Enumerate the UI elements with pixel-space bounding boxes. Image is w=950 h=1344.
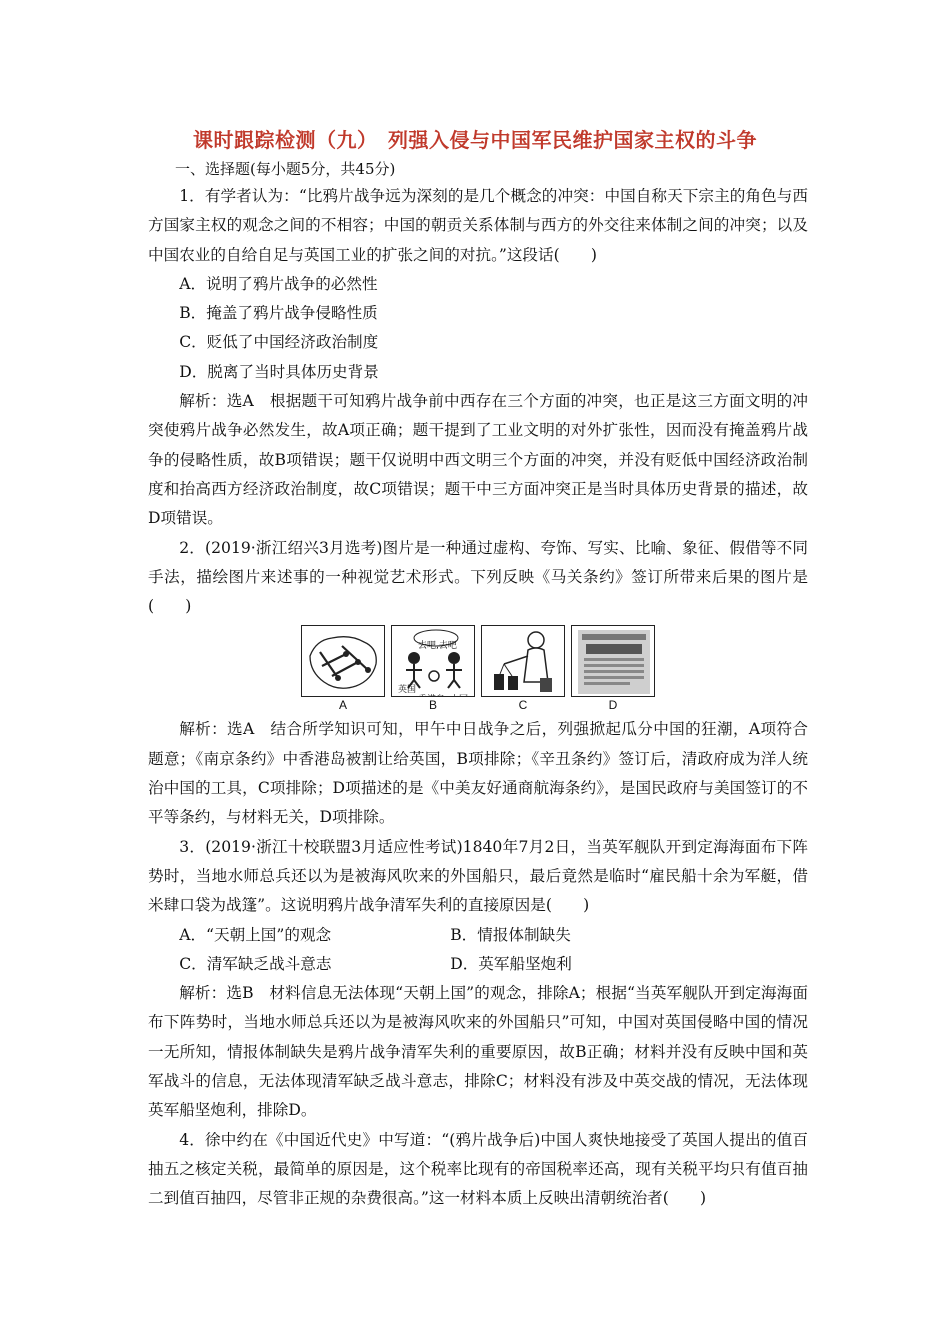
- q3-option-c: C．清军缺乏战斗意志: [179, 954, 332, 973]
- q3-option-a: A．“天朝上国”的观念: [179, 925, 332, 944]
- q1-option-c: C．贬低了中国经济政治制度: [179, 333, 379, 352]
- q2-figures: [148, 625, 808, 715]
- q3-options-row-2: [148, 950, 808, 979]
- figure-c: [481, 625, 565, 715]
- figure-a-label: A: [338, 698, 347, 713]
- q3-analysis: 解析：选B 材料信息无法体现“天朝上国”的观念，排除A；根据“当英军舰队开到定海海面布下阵势时，当地水师总兵还以为是被海风吹来的外国船只”可知，中国对英国侵略中国的情况一无所知，情报体制缺失是鸦片战争清军失利的重要原因，故B正确；材料并没有反映中国和英军战斗的信息，无法体现清军缺乏战斗意志，排除C；材料没有涉及中英交战的情况，无法体现英军船坚炮利，排除D。: [148, 984, 808, 1120]
- figure-c-label: C: [518, 698, 528, 713]
- q1-stem: 1．有学者认为：“比鸦片战争远为深刻的是几个概念的冲突：中国自称天下宗主的角色与西方国家主权的观念之间的不相容；中国的朝贡关系体制与西方的外交往来体制之间的冲突；以及中国农业的自给自足与英国工业的扩张之间的对抗。”这段话( ): [148, 187, 808, 264]
- map-cartoon-image: [301, 625, 385, 697]
- page-title: 课时跟踪检测（九） 列强入侵与中国军民维护国家主权的斗争: [193, 128, 757, 152]
- figure-d-label: D: [608, 698, 618, 713]
- q1-option-d: D．脱离了当时具体历史背景: [179, 362, 379, 381]
- puppet-cartoon-image: [481, 625, 565, 697]
- q2-stem: 2．(2019·浙江绍兴3月选考)图片是一种通过虚构、夸饰、写实、比喻、象征、假借等不同手法，描绘图片来述事的一种视觉艺术形式。下列反映《马关条约》签订所带来后果的图片是( ): [148, 538, 808, 616]
- figure-b-label: B: [428, 698, 437, 713]
- q3-options-row-1: [148, 921, 808, 950]
- q1-option-b: B．掩盖了鸦片战争侵略性质: [179, 304, 378, 323]
- q1-analysis: 解析：选A 根据题干可知鸦片战争前中西存在三个方面的冲突，也正是这三方面文明的冲突使鸦片战争必然发生，故A项正确；题干提到了工业文明的对外扩张性，因而没有掩盖鸦片战争的侵略性质，故B项错误；题干仅说明中西文明三个方面的冲突，并没有贬低中国经济政治制度和抬高西方经济政治制度，故C项错误；题干中三方面冲突正是当时具体历史背景的描述，故D项错误。: [148, 392, 808, 528]
- q3-stem: 3．(2019·浙江十校联盟3月适应性考试)1840年7月2日，当英军舰队开到定海海面布下阵势时，当地水师总兵还以为是被海风吹来的外国船只，最后竟然是临时“雇民船十余为军艇，借米肆口袋为战篷”。这说明鸦片战争清军失利的直接原因是( ): [148, 837, 808, 915]
- q3-option-b: B．情报体制缺失: [450, 925, 571, 944]
- treaty-document-image: [571, 625, 655, 697]
- figure-d: [571, 625, 655, 715]
- label-hongkong: [418, 686, 445, 697]
- section-heading: 一、选择题(每小题5分，共45分): [175, 160, 396, 178]
- q2-analysis: 解析：选A 结合所学知识可知，甲午中日战争之后，列强掀起瓜分中国的狂潮，A项符合题意；《南京条约》中香港岛被割让给英国，B项排除；《辛丑条约》签订后，清政府成为洋人统治中国的工具，C项排除；D项描述的是《中美友好通商航海条约》，是国民政府与美国签订的不平等条约，与材料无关，D项排除。: [148, 720, 808, 827]
- cartoon-image: [391, 625, 475, 697]
- label-china: [450, 686, 468, 697]
- label-britain: 英国: [398, 685, 417, 696]
- q4-stem: 4．徐中约在《中国近代史》中写道：“(鸦片战争后)中国人爽快地接受了英国人提出的值百抽五之核定关税，最简单的原因是，这个税率比现有的帝国税率还高，现有关税平均只有值百抽二到值百抽四，尽管非正规的杂费很高。”这一材料本质上反映出清朝统治者( ): [148, 1130, 808, 1208]
- speech-bubble-text: 去吧,去吧: [418, 641, 457, 652]
- question-body: [148, 182, 808, 1214]
- q1-option-a: A．说明了鸦片战争的必然性: [179, 274, 378, 293]
- figure-a: [301, 625, 385, 715]
- q3-option-d: D．英军船坚炮利: [450, 954, 572, 973]
- figure-b: [391, 625, 475, 715]
